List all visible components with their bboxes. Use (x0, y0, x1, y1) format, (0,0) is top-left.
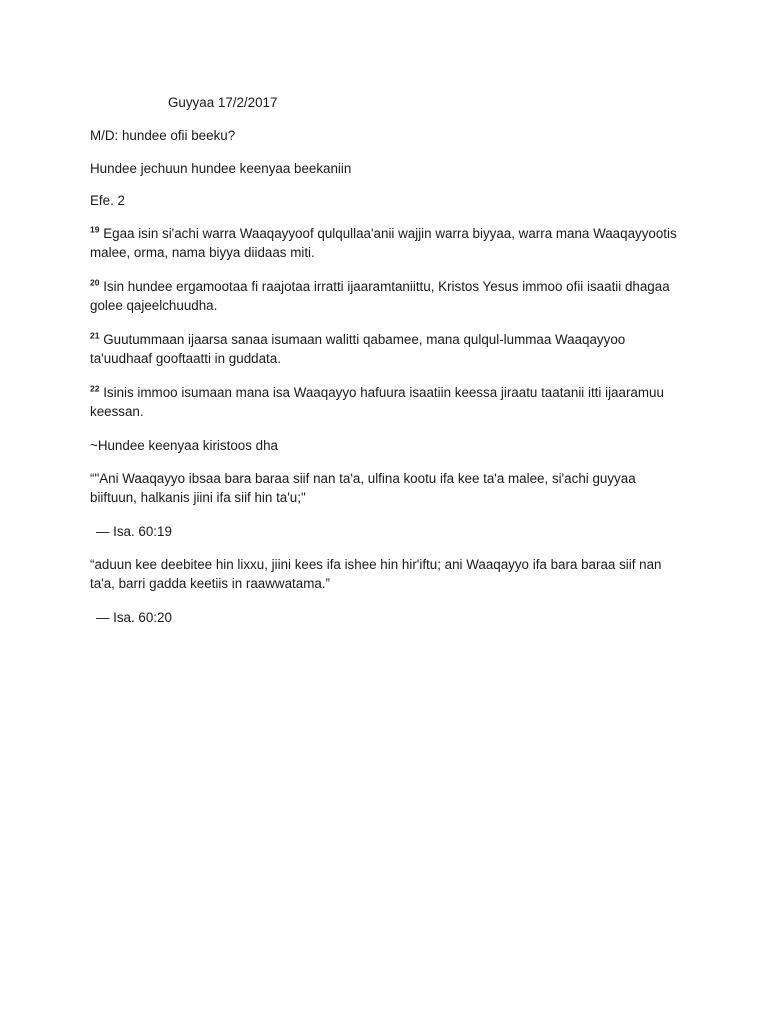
verse-text: Isinis immoo isumaan mana isa Waaqayyo hafuura isaatiin keessa jiraatu taatanii itti ijaaramuu keessan. (90, 385, 664, 419)
verse-text: Egaa isin si'achi warra Waaqayyoof qulqullaa'anii wajjin warra biyyaa, warra mana Waaqayyootis malee, orma, nama biyya diidaas miti. (90, 226, 677, 260)
citation-2: — Isa. 60:20 (96, 610, 172, 625)
verse-20 (90, 277, 680, 315)
verse-text: Isin hundee ergamootaa fi raajotaa irratti ijaaramtaniittu, Kristos Yesus immoo ofii isaatii dhagaa golee qajeelchuudha. (90, 279, 670, 313)
verse-number: 21 (90, 330, 100, 341)
quote-1: “"Ani Waaqayyo ibsaa bara baraa siif nan ta'a, ulfina kootu ifa kee ta'a malee, si'achi guyyaa biiftuun, halkanis jiini ifa siif hin ta'u;" (90, 471, 636, 505)
md-line: M/D: hundee ofii beeku? (90, 128, 236, 143)
note-line: ~Hundee keenyaa kiristoos dha (90, 438, 278, 453)
verse-21 (90, 330, 680, 368)
citation-1: — Isa. 60:19 (96, 524, 172, 539)
date-line: Guyyaa 17/2/2017 (168, 95, 278, 110)
verse-22 (90, 383, 680, 421)
verse-number: 22 (90, 383, 100, 394)
verse-number: 19 (90, 224, 100, 235)
subtitle-line: Hundee jechuun hundee keenyaa beekaniin (90, 161, 352, 176)
verse-text: Guutummaan ijaarsa sanaa isumaan walitti qabamee, mana qulqul-lummaa Waaqayyoo ta'uudhaaf gooftaatti in guddata. (90, 332, 626, 366)
quote-2: “aduun kee deebitee hin lixxu, jiini kees ifa ishee hin hir'iftu; ani Waaqayyo ifa bara baraa siif nan ta'a, barri gadda keetiis in raawwatama.” (90, 557, 662, 591)
verse-19 (90, 224, 680, 262)
scripture-reference: Efe. 2 (90, 193, 125, 208)
verse-number: 20 (90, 277, 100, 288)
